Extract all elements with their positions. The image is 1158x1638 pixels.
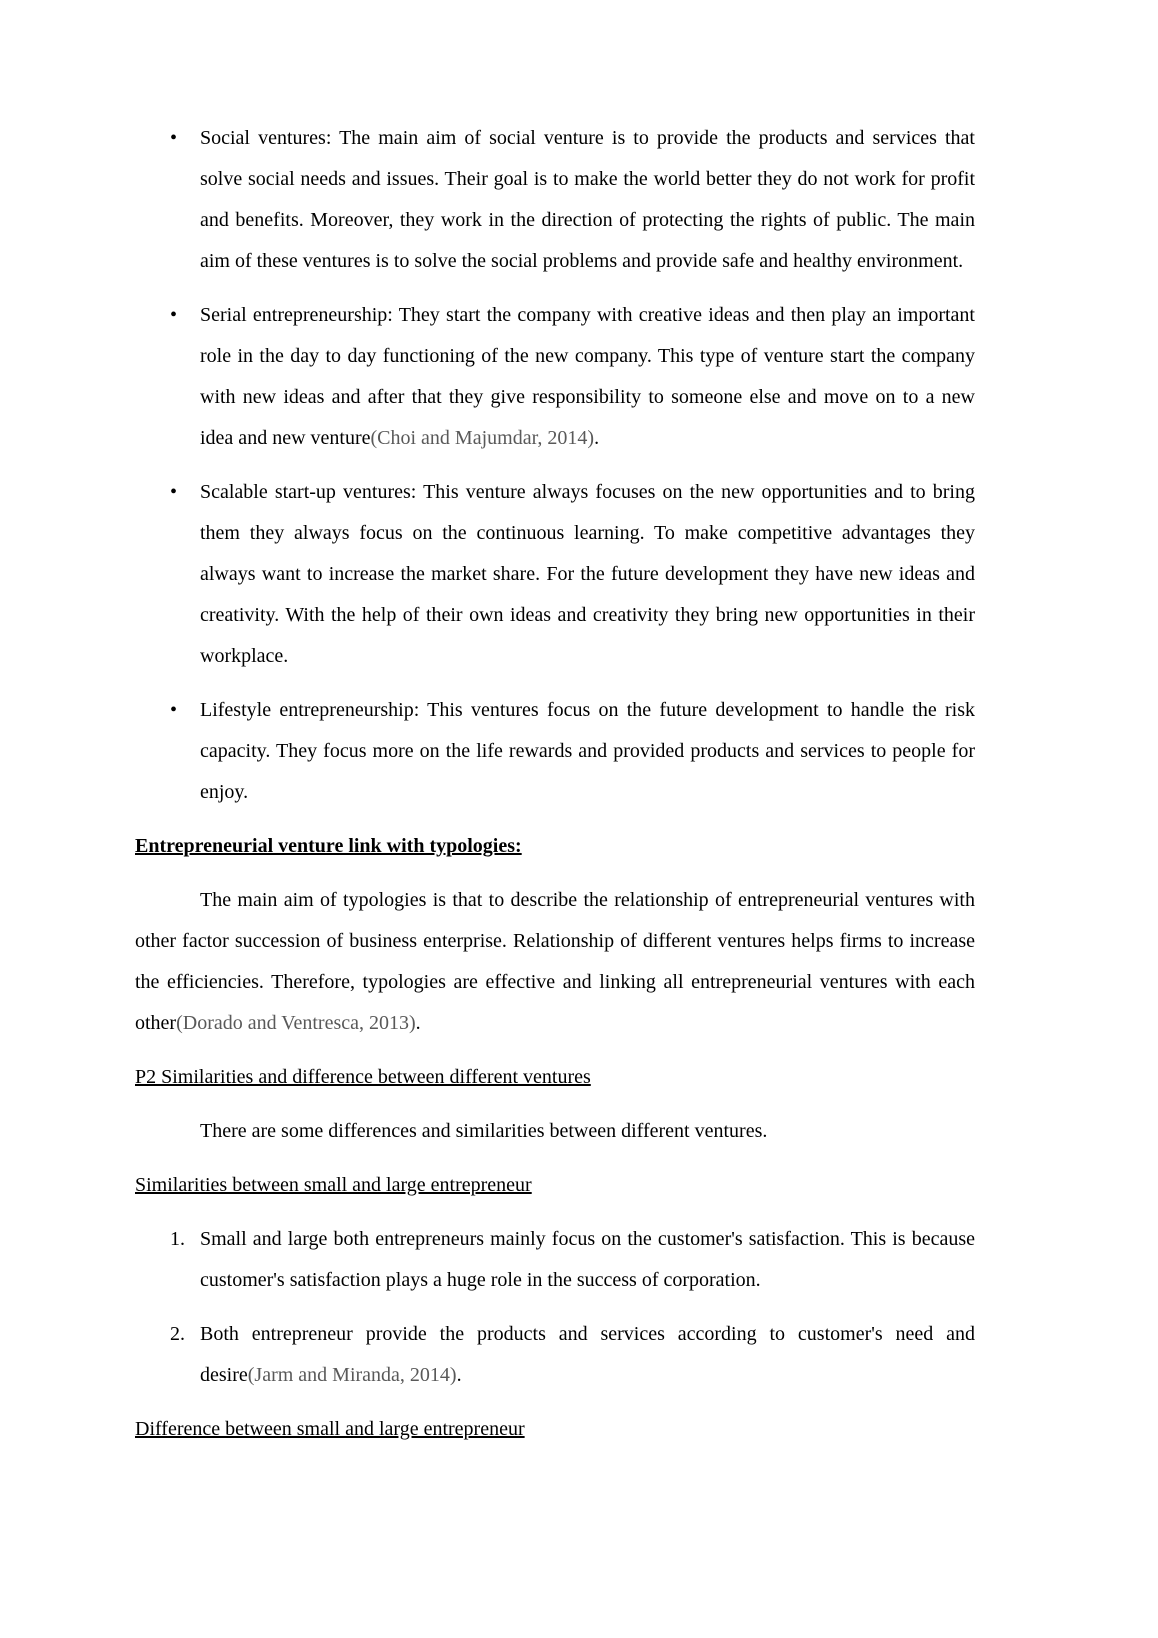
bullet-icon: • (170, 699, 178, 721)
bullet-text (200, 118, 975, 282)
bullet-item-lifestyle-entrepreneurship (135, 690, 975, 813)
citation-text: (Jarm and Miranda, 2014) (247, 1364, 457, 1386)
citation-text: (Dorado and Ventresca, 2013) (176, 1012, 416, 1034)
numbered-item-products-services (135, 1314, 975, 1396)
heading-p2-similarities: P2 Similarities and difference between different ventures (135, 1066, 591, 1088)
bullet-body: Lifestyle entrepreneurship: This ventures focus on the future development to handle the risk capacity. They focus more on the life rewards and provided products and services to people for enjoy. (200, 699, 975, 803)
numbered-item-body: Small and large both entrepreneurs mainly focus on the customer's satisfaction. This is because customer's satisfaction plays a huge role in the success of corporation. (200, 1228, 975, 1291)
sentence-end: . (415, 1012, 421, 1034)
paragraph-typologies (135, 880, 975, 1044)
sentence-end: . (456, 1364, 462, 1386)
bullet-body: Social ventures: The main aim of social venture is to provide the products and services that solve social needs and issues. Their goal is to make the world better they do not work for profit and benefits. Moreover, they work in the direction of protecting the rights of public. The main aim of these ventures is to solve the social problems and provide safe and healthy environment. (200, 127, 975, 272)
numbered-item-text (200, 1219, 975, 1301)
bullet-icon: • (170, 481, 178, 503)
bullet-body: Scalable start-up ventures: This venture always focuses on the new opportunities and to bring them they always focus on the continuous learning. To make competitive advantages they always want to increase the market share. For the future development they have new ideas and creativity. With the help of their own ideas and creativity they bring new opportunities in their workplace. (200, 481, 975, 667)
bullet-item-serial-entrepreneurship (135, 295, 975, 459)
list-number: 1. (170, 1228, 185, 1250)
sentence-end: . (594, 427, 600, 449)
bullet-text (200, 690, 975, 813)
bullet-item-scalable-startup (135, 472, 975, 677)
numbered-item-text (200, 1314, 975, 1396)
citation-text: (Choi and Majumdar, 2014) (370, 427, 595, 449)
list-number: 2. (170, 1323, 185, 1345)
bullet-text (200, 472, 975, 677)
numbered-item-body: Both entrepreneur provide the products and services according to customer's need and desire (200, 1323, 975, 1386)
heading-difference: Difference between small and large entrepreneur (135, 1418, 525, 1440)
numbered-item-customer-satisfaction (135, 1219, 975, 1301)
bullet-body: Serial entrepreneurship: They start the company with creative ideas and then play an important role in the day to day functioning of the new company. This type of venture start the company with new ideas and after that they give responsibility to someone else and move on to a new idea and new venture (200, 304, 975, 449)
bullet-item-social-ventures (135, 118, 975, 282)
bullet-text (200, 295, 975, 459)
bullet-icon: • (170, 304, 178, 326)
bullet-icon: • (170, 127, 178, 149)
heading-similarities: Similarities between small and large entrepreneur (135, 1174, 532, 1196)
paragraph-body: The main aim of typologies is that to describe the relationship of entrepreneurial ventures with other factor succession of business enterprise. Relationship of different ventures helps firms to increase the efficiencies. Therefore, typologies are effective and linking all entrepreneurial ventures with each other (135, 889, 975, 1034)
heading-typologies: Entrepreneurial venture link with typologies: (135, 835, 522, 857)
paragraph-p2: There are some differences and similarities between different ventures. (200, 1120, 768, 1142)
